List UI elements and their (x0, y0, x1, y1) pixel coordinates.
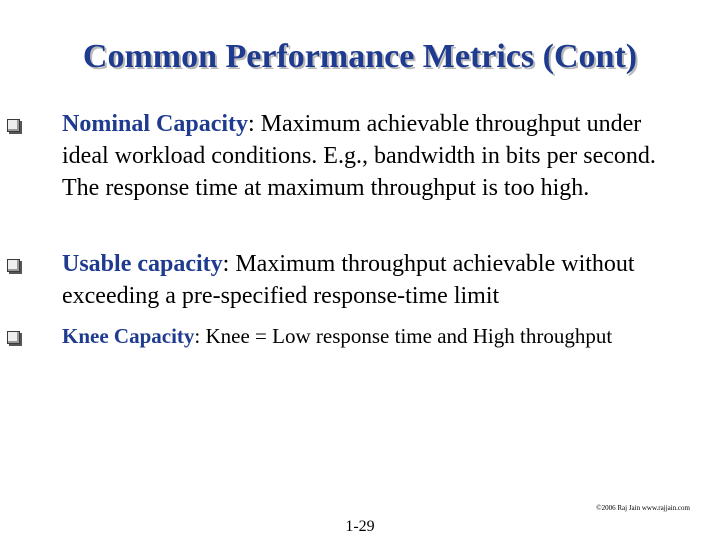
bullet-text: : Maximum achievable throughput under ideal workload conditions. E.g., bandwidth in bits per second. The response time at maximum throughput is too high. (62, 111, 656, 201)
page-number: 1-29 (345, 518, 375, 535)
bullet-item-nominal-capacity (62, 108, 690, 204)
square-bullet-icon (7, 259, 20, 272)
square-bullet-icon (7, 119, 20, 132)
slide-title: Common Performance Metrics (Cont) (82, 38, 638, 75)
bullet-item-knee-capacity (62, 322, 690, 350)
square-bullet-icon (7, 331, 20, 344)
bullet-text: : Knee = Low response time and High throughput (194, 324, 613, 348)
bullet-text: : Maximum throughput achievable without exceeding a pre-specified response-time limit (62, 251, 635, 309)
bullet-term: Knee Capacity (62, 324, 195, 348)
copyright-notice: ©2006 Raj Jain www.rajjain.com (596, 504, 690, 512)
bullet-term: Usable capacity (62, 251, 223, 277)
bullet-term: Nominal Capacity (62, 111, 248, 137)
bullet-item-usable-capacity (62, 248, 690, 312)
